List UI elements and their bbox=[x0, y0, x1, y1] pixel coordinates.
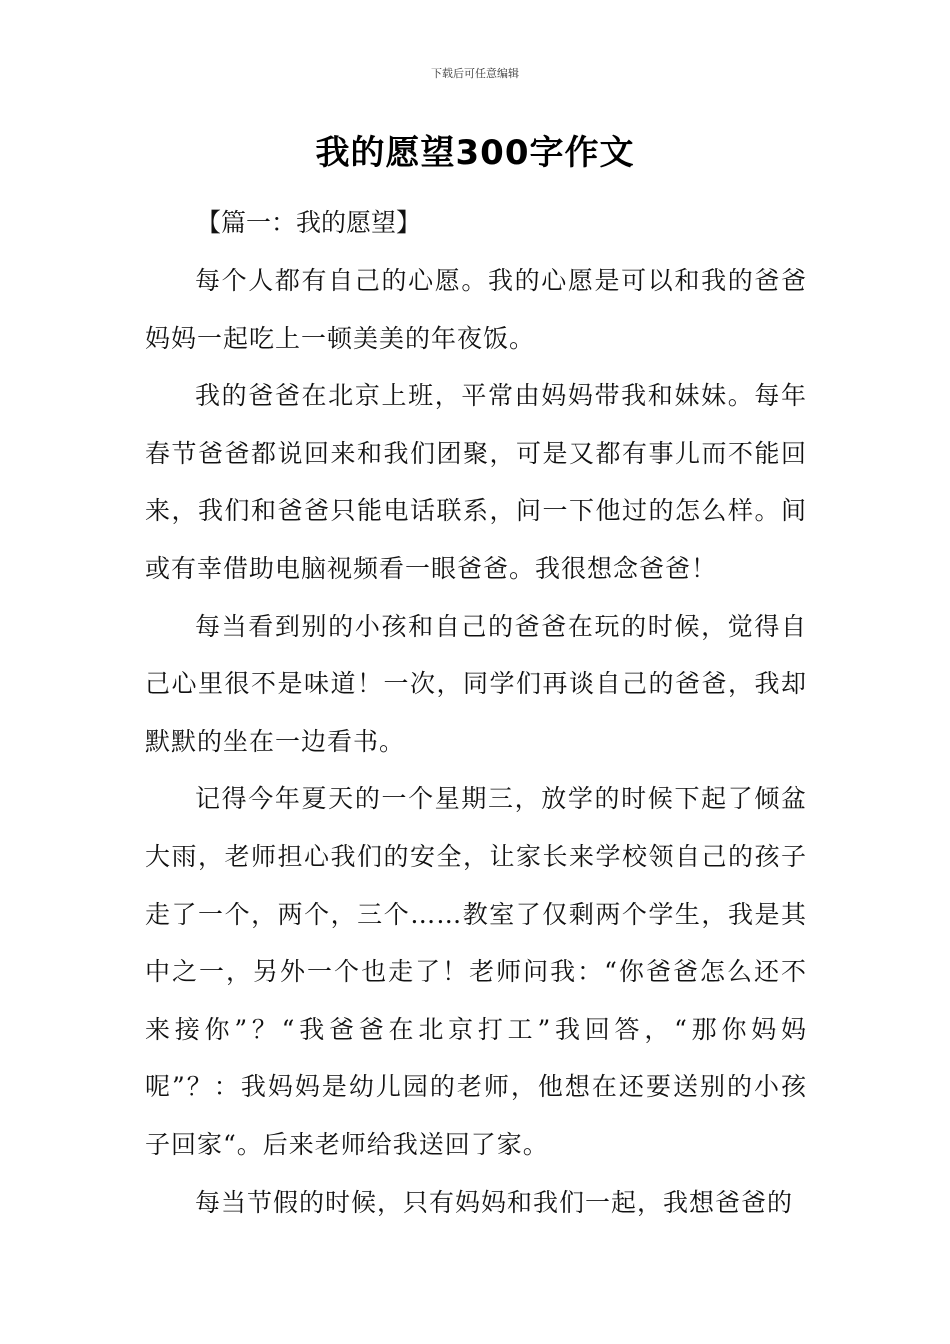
paragraph: 每当看到别的小孩和自己的爸爸在玩的时候，觉得自己心里很不是味道！一次，同学们再谈自己的爸爸，我却默默的坐在一边看书。 bbox=[145, 611, 807, 756]
paragraph: 记得今年夏天的一个星期三，放学的时候下起了倾盆大雨，老师担心我们的安全，让家长来学校领自己的孩子走了一个，两个，三个……教室了仅剩两个学生，我是其中之一，另外一个也走了！老师问我：“你爸爸怎么还不来接你”？“我爸爸在北京打工”我回答，“那你妈妈呢”？：我妈妈是幼儿园的老师，他想在还要送别的小孩子回家“。后来老师给我送回了家。 bbox=[145, 784, 807, 1159]
header-note: 下载后可任意编辑 bbox=[431, 67, 519, 80]
paragraph: 每个人都有自己的心愿。我的心愿是可以和我的爸爸妈妈一起吃上一顿美美的年夜饭。 bbox=[145, 266, 807, 353]
paragraph: 我的爸爸在北京上班，平常由妈妈带我和妹妹。每年春节爸爸都说回来和我们团聚，可是又都有事儿而不能回来，我们和爸爸只能电话联系，问一下他过的怎么样。间或有幸借助电脑视频看一眼爸爸。我很想念爸爸！ bbox=[145, 381, 807, 583]
page-title: 我的愿望300字作文 bbox=[315, 133, 635, 173]
section-heading: 【篇一：我的愿望】 bbox=[196, 208, 422, 237]
body-text bbox=[145, 252, 807, 1231]
paragraph: 每当节假的时候，只有妈妈和我们一起，我想爸爸的 bbox=[195, 1187, 794, 1217]
